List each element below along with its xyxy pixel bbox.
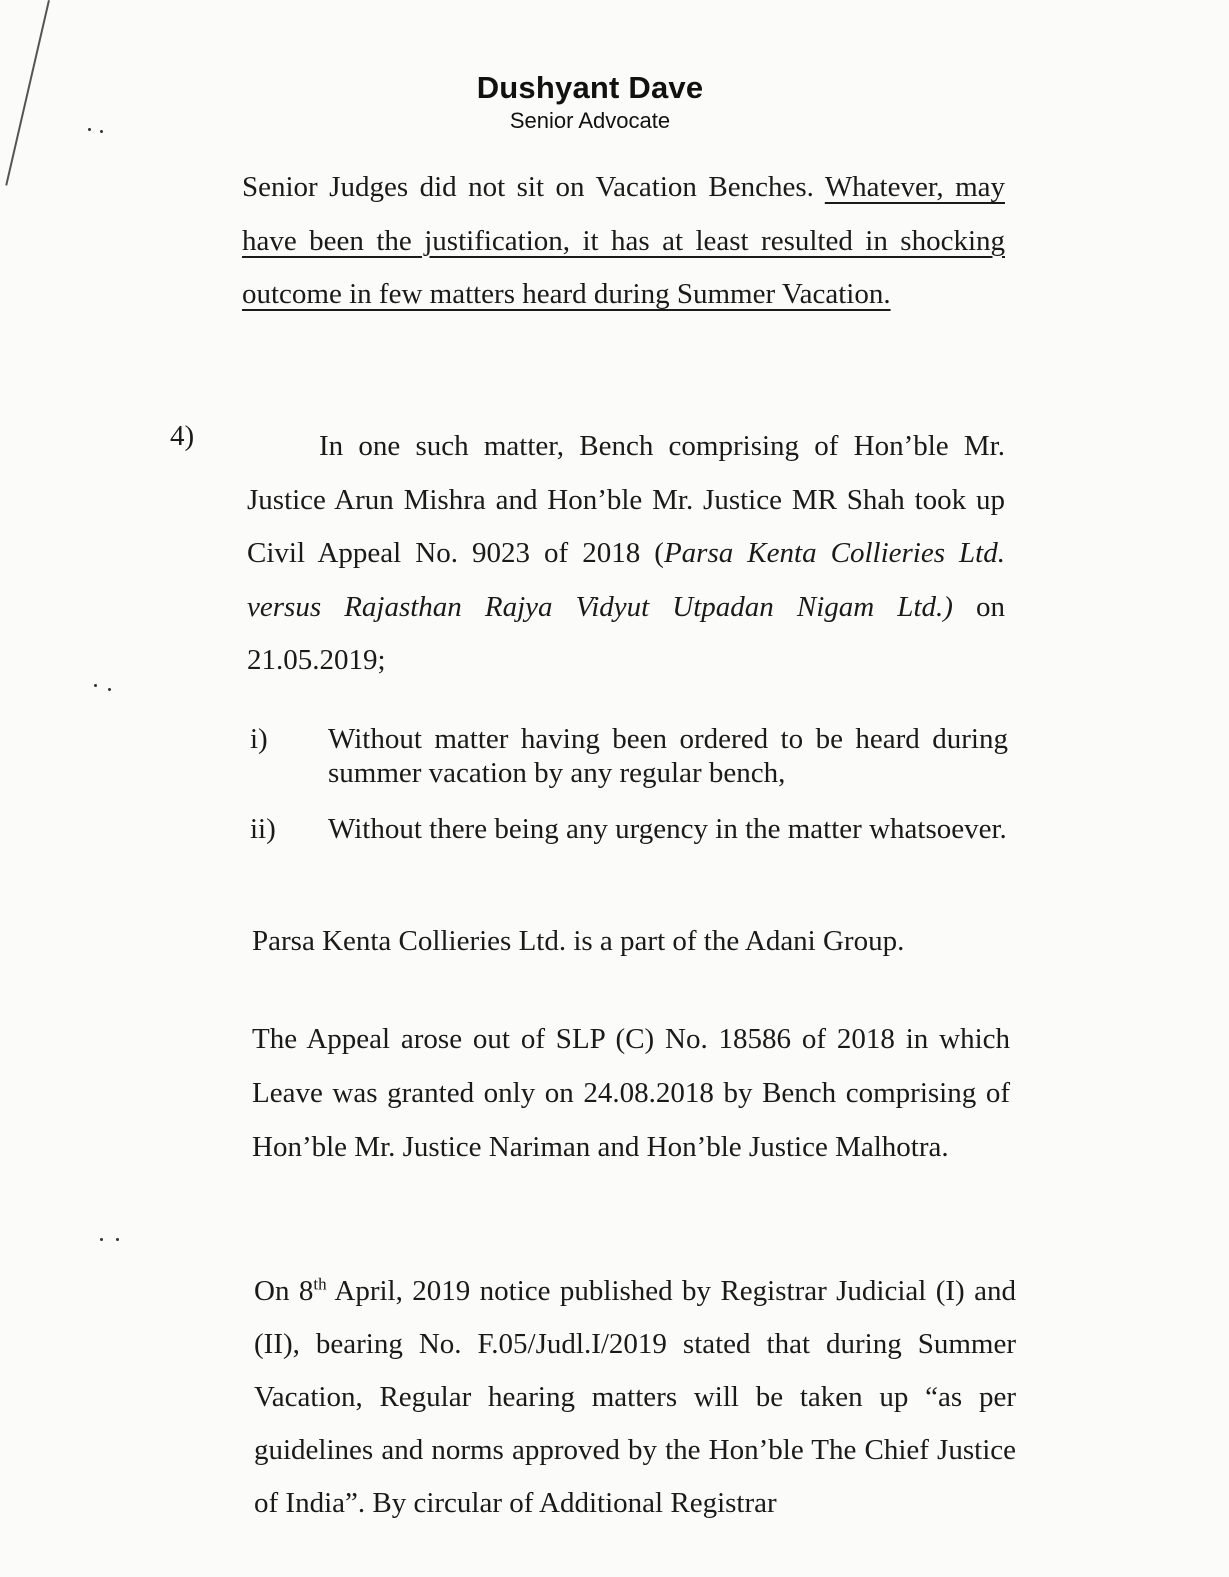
paragraph-civil-appeal bbox=[247, 420, 1005, 688]
list-item-text: Without there being any urgency in the matter whatsoever. bbox=[328, 813, 1007, 845]
paragraph-adani-group: Parsa Kenta Collieries Ltd. is a part of the Adani Group. bbox=[252, 925, 905, 957]
list-marker: ii) bbox=[250, 813, 276, 845]
scan-speck bbox=[94, 684, 97, 687]
case-name: Parsa Kenta Collieries Ltd. versus Rajasthan Rajya Vidyut Utpadan Nigam Ltd.) bbox=[247, 537, 1005, 623]
author-name: Dushyant Dave bbox=[476, 70, 704, 105]
paragraph-text: Senior Judges did not sit on Vacation Benches. bbox=[242, 171, 825, 203]
paragraph-vacation-benches bbox=[242, 161, 1005, 322]
paragraph-slp-origin: The Appeal arose out of SLP (C) No. 18586 of 2018 in which Leave was granted only on 24.08.2018 by Bench comprising of Hon’ble Mr. Justice Nariman and Hon’ble Justice Malhotra. bbox=[252, 1023, 1010, 1163]
paragraph-text: on 21.05.2019; bbox=[247, 590, 1005, 676]
scan-speck bbox=[108, 688, 111, 691]
list-marker: i) bbox=[250, 723, 268, 755]
paragraph-text: April, 2019 notice published by Registrar Judicial (I) and (II), bearing No. F.05/Judl.I/2019 stated that during Summer Vacation, Regular hearing matters will be taken up “as per guidelines and norms approved by the Hon’ble The Chief Justice of India”. By circular of Additional Registrar bbox=[254, 1275, 1016, 1519]
author-title: Senior Advocate bbox=[509, 108, 671, 133]
list-item bbox=[250, 722, 1010, 792]
paragraph-number: 4) bbox=[170, 420, 195, 452]
scan-speck bbox=[116, 1238, 119, 1241]
paragraph-registrar-notice bbox=[254, 1265, 1016, 1530]
list-item-text: Without matter having been ordered to be heard during summer vacation by any regular bench, bbox=[328, 723, 1008, 789]
letterhead bbox=[0, 70, 1180, 134]
paragraph-text: On 8 bbox=[254, 1275, 314, 1307]
list-item bbox=[250, 812, 1010, 882]
paragraph-text: In one such matter, Bench comprising of Hon’ble Mr. Justice Arun Mishra and Hon’ble Mr. Justice MR Shah took up Civil Appeal No. 9023 of 2018 ( bbox=[247, 430, 1005, 569]
underlined-text: Whatever, may have been the justification, it has at least resulted in shocking outcome in few matters heard during Summer Vacation. bbox=[242, 171, 1005, 310]
scan-speck bbox=[100, 1238, 103, 1241]
ordinal-suffix: th bbox=[313, 1274, 327, 1294]
